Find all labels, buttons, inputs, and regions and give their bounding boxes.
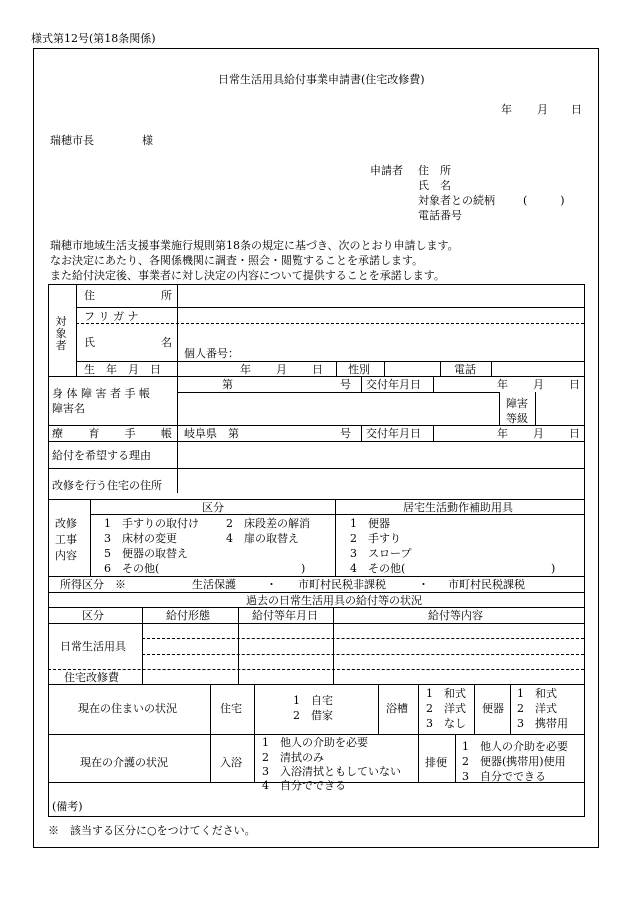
renovation-item-3: 3 床材の変更	[104, 532, 177, 545]
rehab-number-suffix: 号	[340, 427, 351, 440]
income-separator-2: ・	[418, 578, 429, 591]
renovation-category-header: 区分	[202, 501, 224, 514]
income-option-exempt: 市町村民税非課税	[298, 578, 386, 591]
living-bath-label: 浴槽	[386, 702, 408, 715]
income-option-welfare: 生活保護	[192, 578, 236, 591]
renovation-item-1: 1 手すりの取付け	[104, 517, 199, 530]
phone-label: 電話	[454, 363, 476, 376]
history-title: 過去の日常生活用具の給付等の状況	[246, 594, 422, 607]
care-excretion-option-3: 3 自分でできる	[462, 770, 546, 783]
living-label: 現在の住まいの状況	[78, 702, 177, 715]
living-toilet-label: 便器	[482, 702, 504, 715]
birthdate-label: 生 年 月 日	[84, 363, 161, 376]
living-bath-option-1: 1 和式	[426, 687, 466, 700]
disability-grade-label: 障害等級	[506, 397, 528, 425]
renovation-item-6: 6 その他(	[104, 562, 160, 575]
application-form	[33, 48, 599, 848]
history-header-category: 区分	[82, 609, 104, 622]
renovation-item-2: 2 床段差の解消	[226, 517, 310, 530]
applicant-label: 申請者	[370, 164, 403, 177]
gender-label: 性別	[348, 363, 370, 376]
living-house-option-2: 2 借家	[293, 709, 333, 722]
applicant-address-label: 住 所	[418, 164, 451, 177]
footnote: ※ 該当する区分に○をつけてください。	[48, 824, 256, 837]
addressee-mayor: 瑞穂市長	[50, 134, 94, 147]
renovation-item-5: 5 便器の取替え	[104, 547, 188, 560]
birth-month: 月	[276, 363, 287, 376]
care-bath-option-1: 1 他人の介助を必要	[262, 736, 368, 749]
statement-line-2: なお決定にあたり、各関係機関に調査・照会・閲覧することを承諾します。	[50, 254, 424, 267]
care-bath-option-4: 4 自分でできる	[262, 779, 346, 792]
income-label: 所得区分 ※	[60, 578, 126, 591]
care-excretion-option-1: 1 他人の介助を必要	[462, 740, 568, 753]
aid-item-1: 1 便器	[350, 517, 390, 530]
applicant-phone-label: 電話番号	[418, 209, 462, 222]
care-bath-option-2: 2 清拭のみ	[262, 751, 324, 764]
disability-number-suffix: 号	[340, 378, 351, 391]
rehab-issue-day: 日	[569, 427, 580, 440]
residence-label: 改修を行う住宅の住所	[52, 479, 162, 492]
history-header-date: 給付等年月日	[252, 609, 318, 622]
rehab-issue-month: 月	[533, 427, 544, 440]
aid-item-4: 4 その他(	[350, 562, 406, 575]
care-excretion-option-2: 2 便器(携帯用)使用	[462, 755, 566, 768]
income-separator-1: ・	[266, 578, 277, 591]
rehab-number-prefix: 岐阜県 第	[184, 427, 239, 440]
subject-address-label: 住 所	[84, 289, 172, 302]
aid-header: 居宅生活動作補助用具	[403, 501, 513, 514]
subject-furigana-label: フ リ ガ ナ	[84, 310, 139, 323]
living-house-label: 住宅	[220, 702, 242, 715]
disability-issue-month: 月	[533, 378, 544, 391]
history-daily-label: 日常生活用具	[60, 640, 126, 653]
aid-item-4-close: )	[551, 562, 556, 575]
disability-cert-label: 身 体 障 害 者 手 帳	[52, 387, 150, 400]
disability-number-prefix: 第	[222, 378, 233, 391]
birth-year: 年	[240, 363, 251, 376]
remarks-label: (備考)	[52, 800, 83, 813]
statement-line-1: 瑞穂市地域生活支援事業施行規則第18条の規定に基づき、次のとおり申請します。	[50, 239, 459, 252]
history-header-content: 給付等内容	[428, 609, 483, 622]
applicant-relation-label: 対象者との続柄	[418, 194, 495, 207]
birth-day: 日	[312, 363, 323, 376]
subject-group-label: 対象者	[55, 315, 67, 352]
renovation-label: 改修工事内容	[55, 517, 77, 562]
living-bath-option-3: 3 なし	[426, 717, 466, 730]
history-housing-label: 住宅改修費	[64, 671, 119, 684]
addressee-honorific: 様	[142, 134, 153, 147]
my-number-label: 個人番号：	[184, 347, 239, 360]
living-toilet-option-2: 2 洋式	[517, 702, 557, 715]
applicant-name-label: 氏 名	[418, 179, 451, 192]
date-month: 月	[537, 103, 548, 116]
disability-issue-year: 年	[497, 378, 508, 391]
renovation-item-6-close: )	[301, 562, 306, 575]
disability-issue-date-label: 交付年月日	[366, 378, 421, 391]
living-toilet-option-3: 3 携帯用	[517, 717, 568, 730]
care-bath-option-3: 3 入浴清拭ともしていない	[262, 765, 401, 778]
statement-line-3: また給付決定後、事業者に対し決定の内容について提供することを承諾します。	[50, 269, 445, 282]
date-day: 日	[571, 103, 582, 116]
rehab-issue-year: 年	[497, 427, 508, 440]
care-label: 現在の介護の状況	[80, 756, 168, 769]
living-bath-option-2: 2 洋式	[426, 702, 466, 715]
care-bath-label: 入浴	[220, 756, 242, 769]
history-header-form: 給付形態	[166, 609, 210, 622]
living-house-option-1: 1 自宅	[293, 694, 333, 707]
rehab-issue-date-label: 交付年月日	[366, 427, 421, 440]
form-title: 日常生活用具給付事業申請書(住宅改修費)	[218, 73, 425, 86]
disability-issue-day: 日	[569, 378, 580, 391]
disability-name-label: 障害名	[52, 402, 85, 415]
renovation-item-4: 4 扉の取替え	[226, 532, 299, 545]
form-number: 様式第12号(第18条関係)	[31, 32, 156, 45]
reason-label: 給付を希望する理由	[52, 449, 151, 462]
income-option-taxed: 市町村民税課税	[448, 578, 525, 591]
living-toilet-option-1: 1 和式	[517, 687, 557, 700]
date-year: 年	[501, 103, 512, 116]
rehab-cert-label: 療 育 手 帳	[52, 427, 172, 440]
applicant-relation-paren: ( )	[523, 194, 565, 207]
aid-item-2: 2 手すり	[350, 532, 401, 545]
subject-name-label: 氏 名	[84, 336, 172, 349]
aid-item-3: 3 スロープ	[350, 547, 412, 560]
care-excretion-label: 排便	[425, 756, 447, 769]
